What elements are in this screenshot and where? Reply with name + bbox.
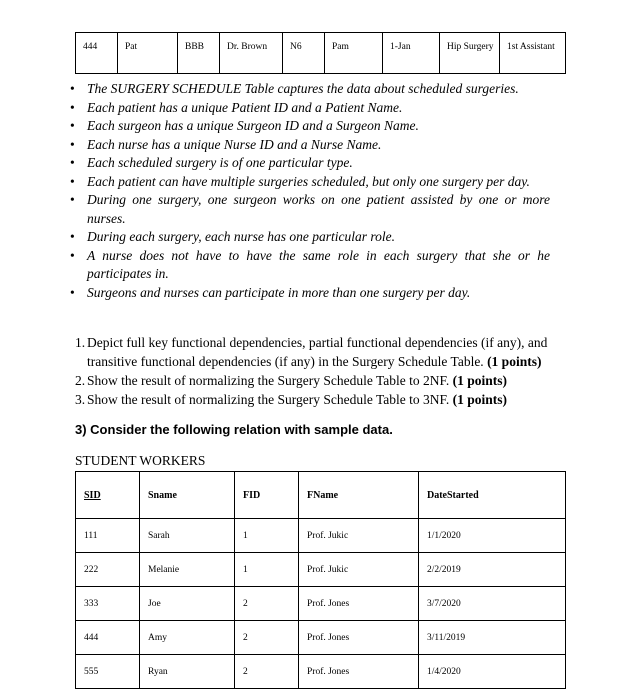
cell-fid: 2	[235, 587, 299, 621]
question-item	[75, 390, 575, 409]
cell-datestarted: 2/2/2019	[419, 553, 566, 587]
cell-surgeon-id: BBB	[178, 33, 220, 74]
table-row	[76, 655, 566, 689]
list-item: • A nurse does not have to have the same role in each surgery that she or he participates in.	[70, 247, 550, 284]
table-row	[76, 621, 566, 655]
question-text: Depict full key functional dependencies, partial functional dependencies (if any), and transitive functional dependencies (if any) in the Surgery Schedule Table.	[87, 335, 548, 369]
list-item: • During each surgery, each nurse has one particular role.	[70, 228, 550, 247]
table-row	[76, 553, 566, 587]
requirements-list	[70, 80, 550, 302]
cell-fname: Prof. Jones	[299, 655, 419, 689]
cell-date: 1-Jan	[383, 33, 440, 74]
question-text: Show the result of normalizing the Surgery Schedule Table to 3NF.	[87, 392, 450, 407]
table-header-row	[76, 472, 566, 519]
question-points: (1 points)	[452, 373, 508, 388]
list-item: • The SURGERY SCHEDULE Table captures the data about scheduled surgeries.	[70, 80, 550, 99]
question-points: (1 points)	[487, 354, 542, 369]
cell-nurse-role: 1st Assistant	[500, 33, 566, 74]
cell-sname: Sarah	[140, 519, 235, 553]
table-row	[76, 519, 566, 553]
cell-sid: 555	[76, 655, 140, 689]
cell-fid: 2	[235, 655, 299, 689]
cell-fname: Prof. Jukic	[299, 519, 419, 553]
cell-sname: Amy	[140, 621, 235, 655]
cell-datestarted: 1/1/2020	[419, 519, 566, 553]
question-item	[75, 333, 575, 371]
relation-title: STUDENT WORKERS	[75, 453, 206, 468]
cell-sname: Melanie	[140, 553, 235, 587]
cell-patient-id: 444	[76, 33, 118, 74]
cell-fname: Prof. Jones	[299, 587, 419, 621]
question-number: 1.	[75, 335, 86, 350]
column-header-sid: SID	[76, 472, 140, 519]
question-item	[75, 371, 575, 390]
question-number: 3.	[75, 392, 86, 407]
list-item: • Each surgeon has a unique Surgeon ID and a Surgeon Name.	[70, 117, 550, 136]
table-row	[76, 33, 566, 74]
cell-fid: 2	[235, 621, 299, 655]
list-item: • Each patient can have multiple surgeries scheduled, but only one surgery per day.	[70, 173, 550, 192]
cell-sid: 333	[76, 587, 140, 621]
cell-fid: 1	[235, 553, 299, 587]
question-number: 2.	[75, 373, 86, 388]
question-text: Show the result of normalizing the Surgery Schedule Table to 2NF.	[87, 373, 450, 388]
cell-sid: 444	[76, 621, 140, 655]
question-list	[75, 333, 575, 409]
table-row	[76, 587, 566, 621]
cell-sid: 111	[76, 519, 140, 553]
list-item: • Each patient has a unique Patient ID and a Patient Name.	[70, 99, 550, 118]
cell-surgery-type: Hip Surgery	[440, 33, 500, 74]
cell-fname: Prof. Jukic	[299, 553, 419, 587]
cell-nurse-id: N6	[283, 33, 325, 74]
column-header-datestarted: DateStarted	[419, 472, 566, 519]
list-item: • Each nurse has a unique Nurse ID and a Nurse Name.	[70, 136, 550, 155]
cell-datestarted: 3/11/2019	[419, 621, 566, 655]
column-header-fid: FID	[235, 472, 299, 519]
student-workers-table	[75, 471, 566, 689]
list-item: • Each scheduled surgery is of one particular type.	[70, 154, 550, 173]
list-item: • During one surgery, one surgeon works on one patient assisted by one or more nurses.	[70, 191, 550, 228]
cell-sname: Ryan	[140, 655, 235, 689]
section-heading: 3) Consider the following relation with sample data.	[75, 422, 393, 437]
question-points: (1 points)	[452, 392, 508, 407]
cell-sname: Joe	[140, 587, 235, 621]
cell-patient-name: Pat	[118, 33, 178, 74]
cell-datestarted: 3/7/2020	[419, 587, 566, 621]
list-item: • Surgeons and nurses can participate in more than one surgery per day.	[70, 284, 550, 303]
cell-nurse-name: Pam	[325, 33, 383, 74]
column-header-sname: Sname	[140, 472, 235, 519]
cell-surgeon-name: Dr. Brown	[220, 33, 283, 74]
cell-fid: 1	[235, 519, 299, 553]
column-header-fname: FName	[299, 472, 419, 519]
cell-datestarted: 1/4/2020	[419, 655, 566, 689]
cell-fname: Prof. Jones	[299, 621, 419, 655]
cell-sid: 222	[76, 553, 140, 587]
surgery-schedule-row-table	[75, 32, 566, 74]
